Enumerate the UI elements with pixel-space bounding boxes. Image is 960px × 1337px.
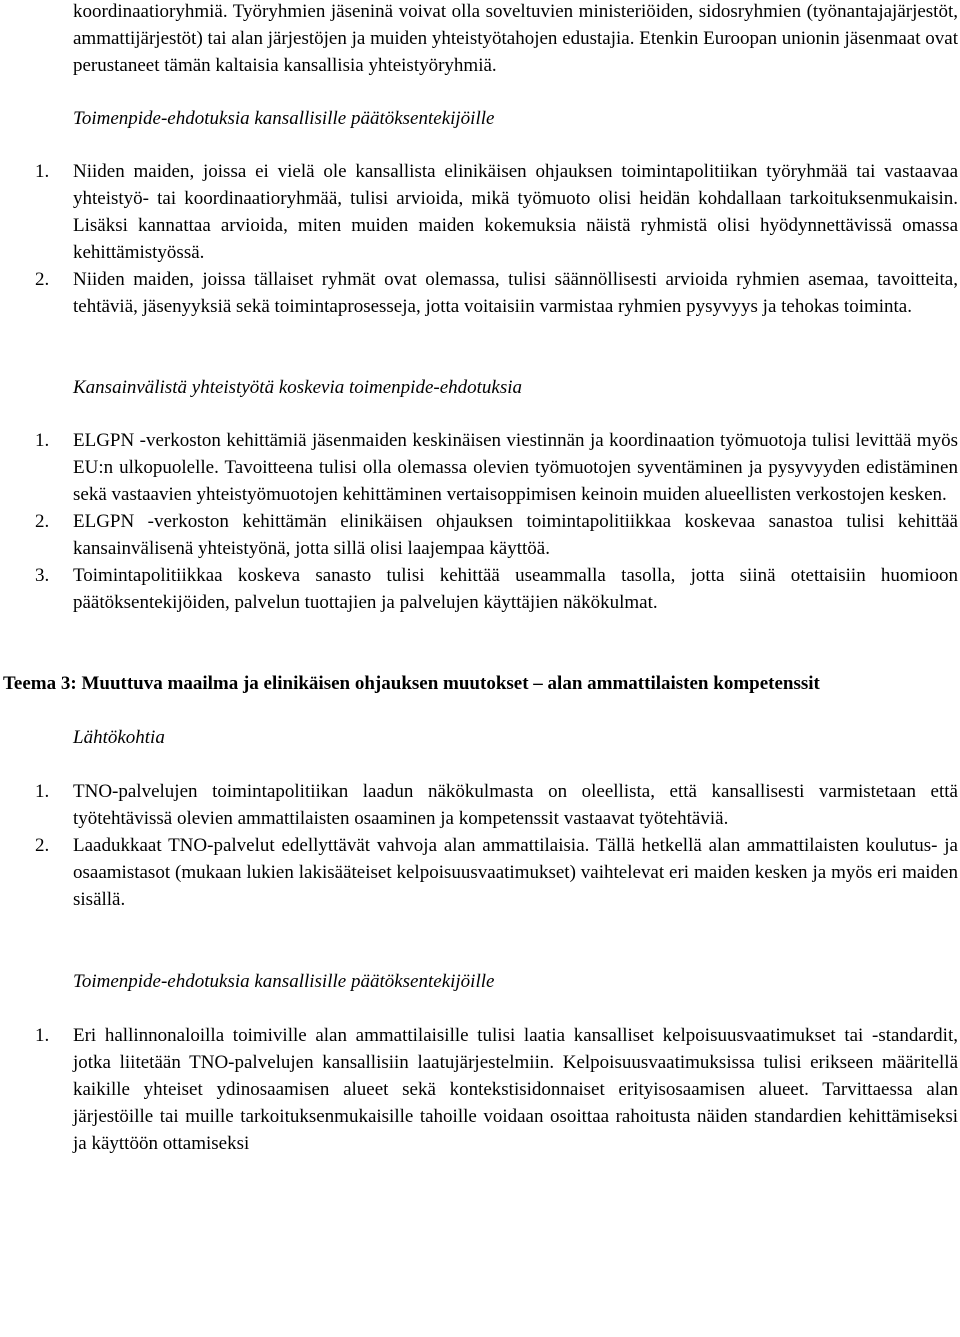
list-item-text: ELGPN -verkoston kehittämiä jäsenmaiden keskinäisen viestinnän ja koordinaation työmuotoja tulisi levittää myös EU:n ulkopuolelle. Tavoitteena tulisi olla olemassa olevien työmuotojen syventäminen ja pysyvyyden edistäminen sekä vastaavien yhteistyömuotojen kehittäminen vertaisoppimisen keinoin muiden alueellisten verkostojen kesken. <box>73 430 958 505</box>
list-item-number: 2. <box>35 269 50 290</box>
list-item-text: Niiden maiden, joissa ei vielä ole kansallista elinikäisen ohjauksen toimintapolitiikan työryhmää tai vastaavaa yhteistyö- tai koordinaatioryhmää, tulisi arvioida, mikä työmuoto olisi heidän kohdallaan tarkoituksenmukaisin. Lisäksi kannattaa arvioida, miten muiden maiden kokemuksia näistä ryhmistä olisi hyödynnettävissä omassa kehittämistyössä. <box>73 161 958 263</box>
theme3-heading: Teema 3: Muuttuva maailma ja elinikäisen ohjauksen muutokset – alan ammattilaisten kompetenssit <box>3 673 820 694</box>
list-item <box>35 562 958 616</box>
list-item <box>35 832 958 913</box>
list-item-text: Niiden maiden, joissa tällaiset ryhmät ovat olemassa, tulisi säännöllisesti arvioida ryhmien asemaa, tavoitteita, tehtäviä, jäsenyyksiä sekä toimintaprosesseja, jotta voitaisiin varmistaa ryhmien pysyvyys ja tehokas toiminta. <box>73 269 958 317</box>
list-item-text: TNO-palvelujen toimintapolitiikan laadun näkökulmasta on oleellista, että kansallisesti varmistetaan että työtehtävissä olevien ammattilaisten osaaminen ja kompetenssit vastaavat työtehtäviä. <box>73 781 958 829</box>
list-item-text: Laadukkaat TNO-palvelut edellyttävät vahvoja alan ammattilaisia. Tällä hetkellä alan ammattilaisten koulutus- ja osaamistasot (mukaan lukien lakisääteiset kelpoisuusvaatimukset) vaihtelevat eri maiden kesken ja myös eri maiden sisällä. <box>73 835 958 910</box>
section1-heading: Toimenpide-ehdotuksia kansallisille päätöksentekijöille <box>73 108 495 129</box>
intro-paragraph: koordinaatioryhmiä. Työryhmien jäseninä voivat olla soveltuvien ministeriöiden, sidosryhmien (työnantajajärjestöt, ammattijärjestöt) tai alan järjestöjen ja muiden yhteistyötahojen edustajia. Etenkin Euroopan unionin jäsenmaat ovat perustaneet tämän kaltaisia kansallisia yhteistyöryhmiä. <box>73 1 958 76</box>
list-item-text: Toimintapolitiikkaa koskeva sanasto tulisi kehittää useammalla tasolla, jotta siinä otettaisiin huomioon päätöksentekijöiden, palvelun tuottajien ja palvelujen käyttäjien näkökulmat. <box>73 565 958 613</box>
list-item-number: 1. <box>35 430 50 451</box>
list-item <box>35 778 958 832</box>
list-item-number: 2. <box>35 511 50 532</box>
section2-heading: Kansainvälistä yhteistyötä koskevia toimenpide-ehdotuksia <box>73 377 523 398</box>
list-item <box>35 508 958 562</box>
section2-list <box>0 427 960 616</box>
list-item-number: 1. <box>35 781 50 802</box>
lahtokohtia-list <box>0 778 960 913</box>
list-item-number: 1. <box>35 161 50 182</box>
list-item-number: 1. <box>35 1025 50 1046</box>
list-item-text: Eri hallinnonaloilla toimiville alan ammattilaisille tulisi laatia kansalliset kelpoisuusvaatimukset tai -standardit, jotka liitetään TNO-palvelujen kansallisiin laatujärjestelmiin. Kelpoisuusvaatimuksissa tulisi erikseen määritellä kaikille yhteiset ydinosaamisen alueet sekä kontekstisidonnaiset erityisosaamisen alueet. Tarvittaessa alan järjestöille tai muille tarkoituksenmukaisille tahoille voidaan osoittaa rahoitusta näiden standardien kehittämiseksi ja käyttöön ottamiseksi <box>73 1025 958 1154</box>
theme3-toimenpide-heading: Toimenpide-ehdotuksia kansallisille päätöksentekijöille <box>73 971 495 992</box>
list-item <box>35 1022 958 1157</box>
list-item <box>35 158 958 266</box>
theme3-toimenpide-list <box>0 1022 960 1157</box>
list-item <box>35 427 958 508</box>
list-item-text: ELGPN -verkoston kehittämän elinikäisen ohjauksen toimintapolitiikkaa koskevaa sanastoa tulisi kehittää kansainvälisenä yhteistyönä, jotta sillä olisi laajempaa käyttöä. <box>73 511 958 559</box>
list-item <box>35 266 958 320</box>
list-item-number: 2. <box>35 835 50 856</box>
lahtokohtia-heading: Lähtökohtia <box>73 727 165 748</box>
list-item-number: 3. <box>35 565 50 586</box>
section1-list <box>0 158 960 320</box>
